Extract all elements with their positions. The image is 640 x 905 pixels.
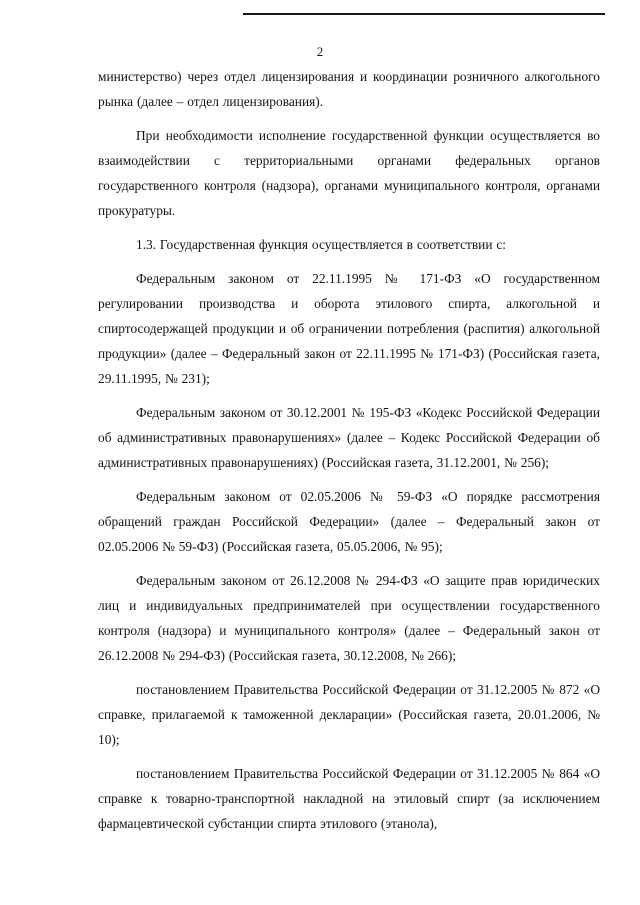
paragraph-section-1-3: 1.3. Государственная функция осуществляется в соответствии с: xyxy=(136,237,507,252)
paragraph-law-294-fz: Федеральным законом от 26.12.2008 № 294-ФЗ «О защите прав юридических лиц и индивидуальных предпринимателей при осуществлении государственного контроля (надзора) и муниципального контроля» (далее – Федеральный закон от 26.12.2008 № 294-ФЗ) (Российская газета, 30.12.2008, № 266); xyxy=(98,573,600,663)
paragraph-interaction: При необходимости исполнение государственной функции осуществляется во взаимодействии с территориальными органами федеральных органов государственного контроля (надзора), органами муниципального контроля, органами прокуратуры. xyxy=(98,128,600,218)
paragraph-continuation: министерство) через отдел лицензирования и координации розничного алкогольного рынка (далее – отдел лицензирования). xyxy=(98,69,600,109)
paragraph-law-59-fz: Федеральным законом от 02.05.2006 № 59-ФЗ «О порядке рассмотрения обращений граждан Российской Федерации» (далее – Федеральный закон от 02.05.2006 № 59-ФЗ) (Российская газета, 05.05.2006, № 95); xyxy=(98,489,600,554)
header-rule xyxy=(243,13,605,15)
paragraph-resolution-864: постановлением Правительства Российской Федерации от 31.12.2005 № 864 «О справке к товарно-транспортной накладной на этиловый спирт (за исключением фармацевтической субстанции спирта этилового (этанола), xyxy=(98,766,600,831)
paragraph-law-195-fz: Федеральным законом от 30.12.2001 № 195-ФЗ «Кодекс Российской Федерации об административных правонарушениях» (далее – Кодекс Российской Федерации об административных правонарушениях) (Российская газета, 31.12.2001, № 256); xyxy=(98,405,600,470)
paragraph-resolution-872: постановлением Правительства Российской Федерации от 31.12.2005 № 872 «О справке, прилагаемой к таможенной декларации» (Российская газета, 20.01.2006, № 10); xyxy=(98,682,600,747)
paragraph-law-171-fz: Федеральным законом от 22.11.1995 № 171-ФЗ «О государственном регулировании производства и оборота этилового спирта, алкогольной и спиртосодержащей продукции и об ограничении потребления (распития) алкогольной продукции» (далее – Федеральный закон от 22.11.1995 № 171-ФЗ) (Российская газета, 29.11.1995, № 231); xyxy=(98,271,600,386)
page-number: 2 xyxy=(316,44,324,59)
document-body xyxy=(98,64,600,836)
